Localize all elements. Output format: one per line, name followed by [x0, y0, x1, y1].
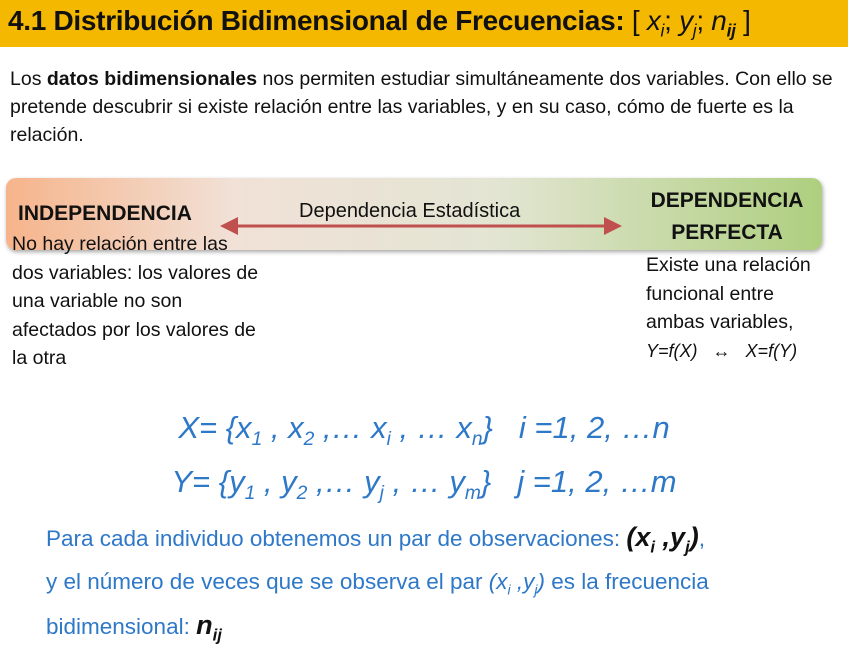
- observation-pair: ($x_i$ $,y_j$): [626, 522, 699, 557]
- perfect-dependence-label: [636, 185, 818, 249]
- y-set-equation: [0, 464, 848, 505]
- conclusion-paragraph: [46, 520, 836, 652]
- x-set-equation: [0, 410, 848, 451]
- notation-y: y: [679, 5, 693, 36]
- x-index-range: i =1, 2, …n: [518, 410, 670, 445]
- formula-right: X=f(Y): [745, 340, 798, 361]
- para-text-1: Para cada individuo obtenemos un par de observaciones:: [46, 526, 627, 551]
- page-title: [8, 5, 751, 42]
- independence-description: No hay relación entre las dos variables: los valores de una variable no son afectados por los valores de la otra: [12, 233, 259, 369]
- y-set: $Y= \{y_1$ , $y_2$ ,… $y_j$ , … $y_m$}: [171, 464, 492, 505]
- independence-label: INDEPENDENCIA: [18, 202, 192, 225]
- bidimensional-frequency-symbol: $n_{ij}$: [196, 609, 222, 645]
- notation-close-bracket: ]: [743, 5, 751, 36]
- notation-n-sub: ij: [726, 20, 736, 41]
- intro-paragraph: [10, 65, 835, 149]
- notation-x: x: [646, 5, 661, 36]
- formula-arrow: ↔: [712, 340, 731, 361]
- title-text: 4.1 Distribución Bidimensional de Frecuencias:: [8, 5, 625, 36]
- notation-sep-1: ;: [664, 5, 672, 36]
- notation-open-bracket: [: [631, 5, 640, 36]
- intro-part-2: nos permiten estudiar simultáneamente dos variables. Con ello se pretende descubrir si existe relación entre las variables, y en su caso, cómo de fuerte es la relación.: [10, 68, 833, 146]
- intro-bold-term: datos bidimensionales: [46, 68, 258, 90]
- perfect-dependence-line-2: PERFECTA: [671, 221, 783, 244]
- para-comma: ,: [698, 526, 705, 551]
- para-text-3: es la frecuencia bidimensional:: [46, 569, 709, 639]
- inline-pair: ($x_i$ $,y_j$): [488, 569, 545, 598]
- title-notation: [631, 5, 751, 41]
- dependence-desc-text: Existe una relación funcional entre ambas variables,: [646, 254, 811, 333]
- x-set: $X= \{x_1$ , $x_2$ ,… $x_i$ , … $x_n$}: [178, 410, 493, 451]
- notation-x-sub: i: [660, 20, 665, 41]
- para-text-2: y el número de veces que se observa el par: [46, 569, 489, 595]
- perfect-dependence-line-1: DEPENDENCIA: [650, 189, 804, 212]
- y-index-range: j =1, 2, …m: [517, 464, 677, 499]
- notation-y-sub: j: [692, 20, 697, 41]
- statistical-dependence-label: Dependencia Estadística: [299, 200, 521, 222]
- formula-left: Y=f(X): [646, 340, 698, 361]
- notation-n: n: [711, 5, 727, 36]
- intro-part-1: Los: [10, 68, 47, 90]
- notation-sep-2: ;: [696, 5, 704, 36]
- dependence-formula: [646, 341, 797, 361]
- dependence-description: [646, 251, 836, 365]
- double-arrow-icon: [220, 214, 622, 238]
